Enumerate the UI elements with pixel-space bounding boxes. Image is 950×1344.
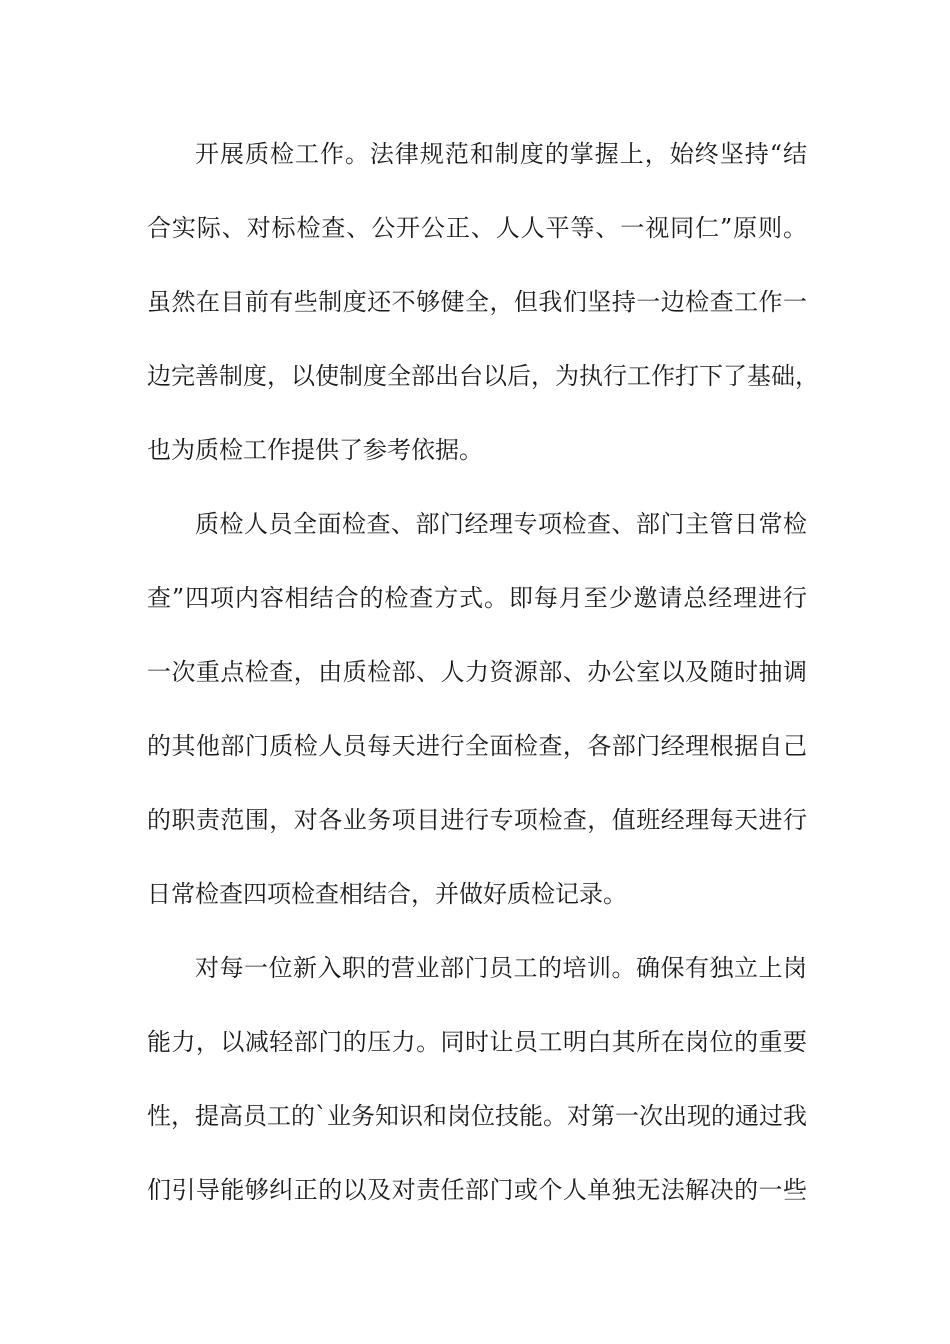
text-line: 合实际、对标检查、公开公正、人人平等、一视同仁”原则。 xyxy=(147,214,807,242)
text-line: 的职责范围，对各业务项目进行专项检查，值班经理每天进行 xyxy=(147,806,807,834)
text-line: 性，提高员工的`业务知识和岗位技能。对第一次出现的通过我 xyxy=(147,1102,807,1130)
text-line: 边完善制度，以使制度全部出台以后，为执行工作打下了基础， xyxy=(147,362,819,390)
text-line: 能力，以减轻部门的压力。同时让员工明白其所在岗位的重要 xyxy=(147,1028,807,1056)
text-line: 的其他部门质检人员每天进行全面检查，各部门经理根据自己 xyxy=(147,732,807,760)
text-line: 虽然在目前有些制度还不够健全，但我们坚持一边检查工作一 xyxy=(147,288,807,316)
text-line: 们引导能够纠正的以及对责任部门或个人单独无法解决的一些 xyxy=(147,1176,807,1204)
text-line: 一次重点检查，由质检部、人力资源部、办公室以及随时抽调 xyxy=(147,658,807,686)
text-line: 也为质检工作提供了参考依据。 xyxy=(147,436,483,464)
text-line: 质检人员全面检查、部门经理专项检查、部门主管日常检 xyxy=(195,510,807,538)
text-line: 对每一位新入职的营业部门员工的培训。确保有独立上岗 xyxy=(195,954,807,982)
text-line: 查”四项内容相结合的检查方式。即每月至少邀请总经理进行 xyxy=(147,584,807,612)
text-line: 日常检查四项检查相结合，并做好质检记录。 xyxy=(147,880,627,908)
text-line: 开展质检工作。法律规范和制度的掌握上，始终坚持“结 xyxy=(195,140,807,168)
